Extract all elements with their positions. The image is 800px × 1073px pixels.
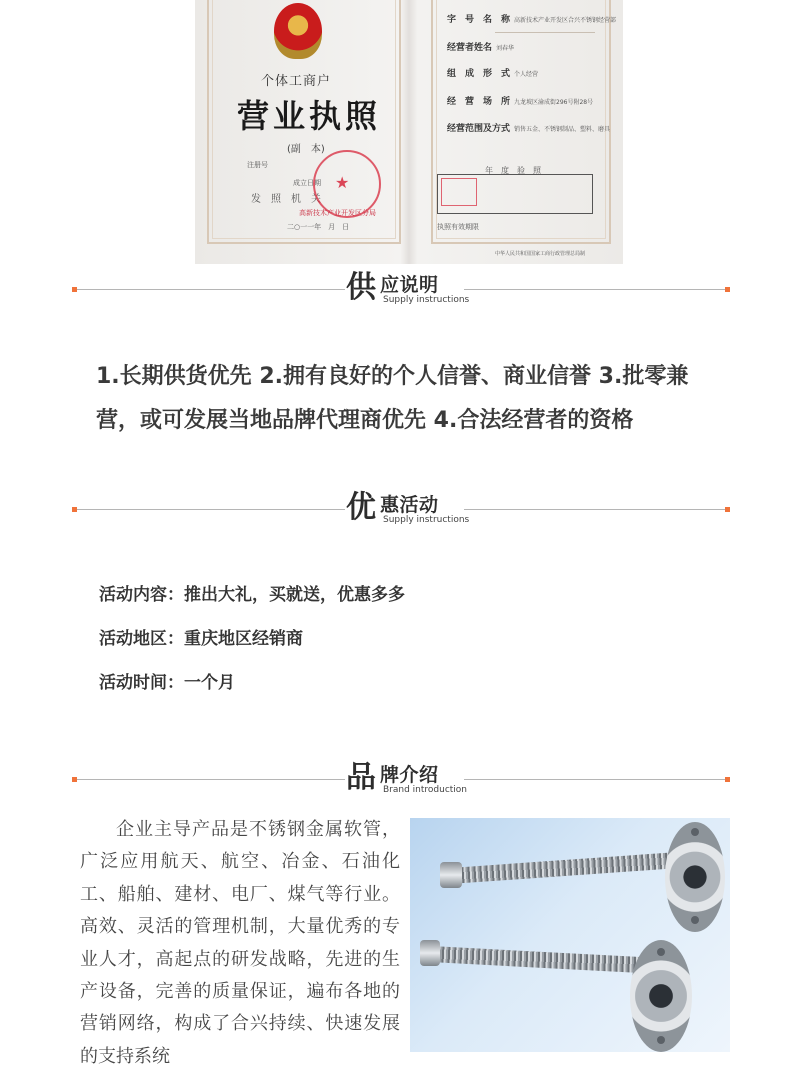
section-title-rest: 应说明 [380, 274, 439, 296]
section-subtitle: Brand introduction [383, 785, 468, 795]
license-reg-label: 注册号 [247, 161, 268, 169]
section-title-rest: 牌介绍 [380, 764, 439, 786]
license-title: 营业执照 [237, 97, 382, 135]
section-header-promotion [72, 490, 730, 530]
promo-content: 活动内容：推出大礼，买就送，优惠多多 [99, 585, 405, 605]
divider-line [77, 779, 345, 780]
divider-line [464, 509, 725, 510]
hose-fitting [420, 940, 440, 966]
hose-upper [449, 851, 700, 884]
license-field-name: 字 号 名 称 高新技术产业开发区合兴不锈钢经营部 [447, 15, 617, 25]
seal-star-icon: ★ [335, 173, 350, 192]
license-field-scope: 经营范围及方式 销售五金、不锈钢制品、塑料、磨具 [447, 124, 611, 134]
product-image-metal-hoses [410, 818, 730, 1052]
flange-bolt [657, 948, 665, 956]
promo-region: 活动地区：重庆地区经销商 [99, 629, 303, 649]
section-title-initial: 优 [346, 490, 376, 525]
license-copy-label: (副 本) [287, 144, 325, 155]
supply-description: 1.长期供货优先 2.拥有良好的个人信誉、商业信誉 3.批零兼营，或可发展当地品牌代理商优先 4.合法经营者的资格 [96, 364, 689, 433]
section-title-initial: 品 [346, 760, 376, 795]
license-field-owner: 经营者姓名 刘春华 [447, 43, 515, 53]
accent-dot [725, 777, 730, 782]
section-header-brand [72, 760, 730, 800]
section-header-supply [72, 270, 730, 310]
divider-line [464, 779, 725, 780]
license-small-stamp [441, 178, 477, 206]
license-issue-date: 二○一一年 月 日 [287, 223, 350, 231]
license-title-small: 个体工商户 [261, 74, 332, 89]
license-issuer-label: 发 照 机 关 [251, 194, 321, 205]
promo-time: 活动时间：一个月 [99, 673, 235, 693]
license-stamp-text: 高新技术产业开发区分局 [299, 209, 376, 217]
section-title-rest: 惠活动 [380, 494, 439, 516]
section-subtitle: Supply instructions [383, 295, 470, 305]
brand-description: 企业主导产品是不锈钢金属软管，广泛应用航天、航空、冶金、石油化工、船舶、建材、电厂、煤气等行业。高效、灵活的管理机制，大量优秀的专业人才，高起点的研发战略，先进的生产设备，完善的质量保证，遍布各地的营销网络，构成了合兴持续、快速发展的支持系统 [80, 819, 400, 1067]
flange-bolt [657, 1036, 665, 1044]
divider-line [464, 289, 725, 290]
license-annual-label: 年 度 验 照 [485, 166, 541, 175]
hose-lower [430, 946, 651, 973]
license-established-label: 成立日期 [293, 179, 321, 187]
divider-line [77, 289, 345, 290]
section-subtitle: Supply instructions [383, 515, 470, 525]
license-footer: 中华人民共和国国家工商行政管理总局制 [495, 251, 586, 257]
section-title-initial: 供 [346, 270, 376, 305]
accent-dot [725, 287, 730, 292]
divider-line [77, 509, 345, 510]
flange-bolt [691, 828, 699, 836]
license-field-address: 经 营 场 所 九龙坡区渝成街296号附28号 [447, 97, 594, 107]
national-emblem-icon [274, 3, 322, 59]
license-field-line [495, 32, 595, 33]
license-field-form: 组 成 形 式 个人经营 [447, 69, 539, 79]
license-valid-label: 执照有效期限 [437, 223, 479, 231]
business-license-image [195, 0, 623, 264]
flange-bolt [691, 916, 699, 924]
hose-fitting [440, 862, 462, 888]
accent-dot [725, 507, 730, 512]
